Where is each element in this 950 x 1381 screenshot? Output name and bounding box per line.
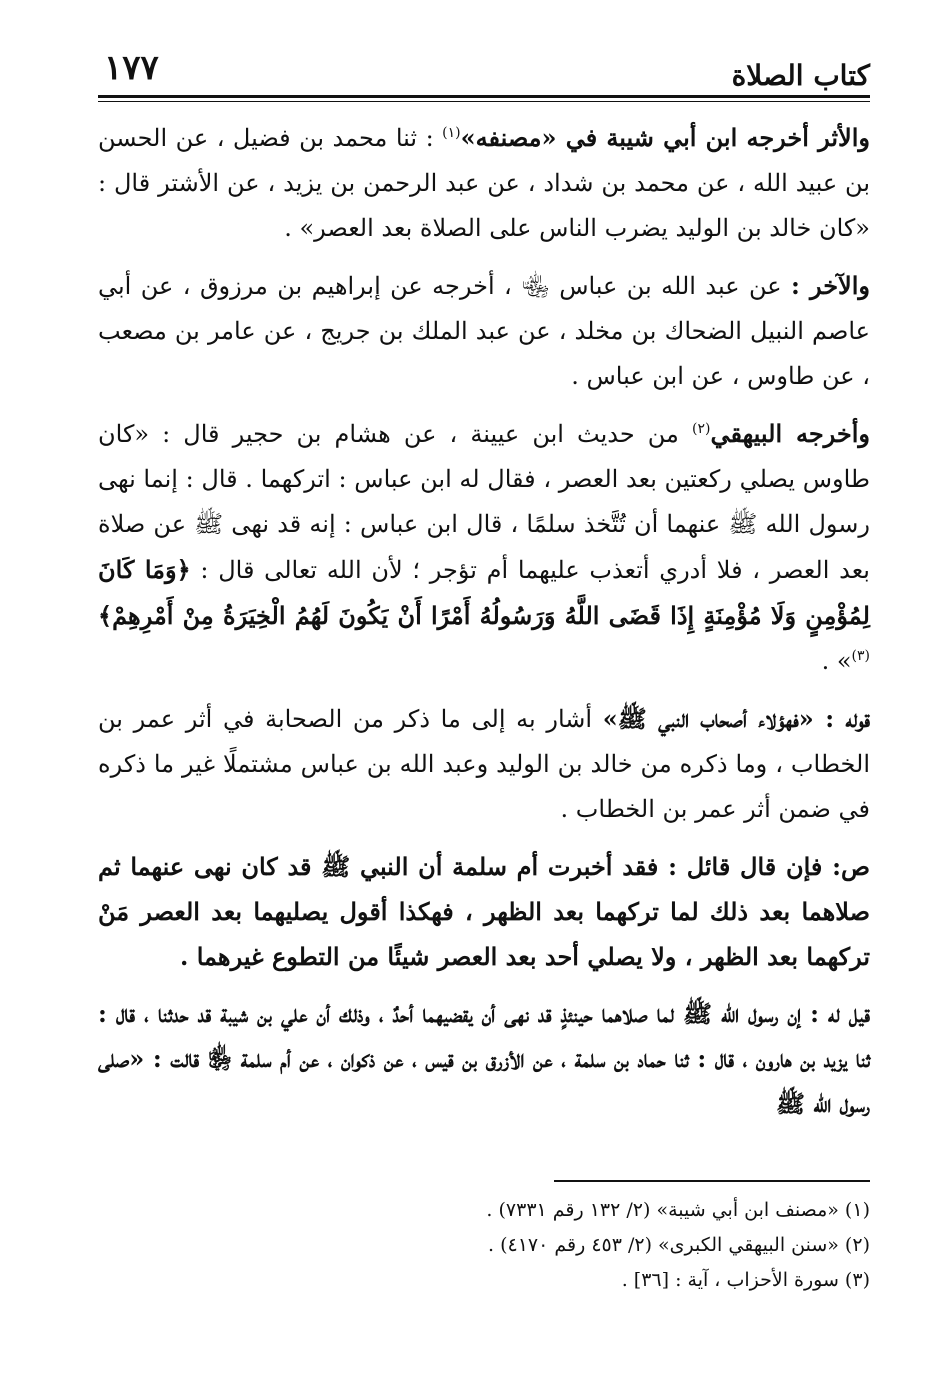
header-rule	[98, 95, 870, 98]
footnote-separator	[554, 1180, 870, 1182]
footnote-ref: (١)	[442, 125, 461, 141]
main-text	[98, 115, 870, 1138]
paragraph-matn-objection: ص: فإن قال قائل : فقد أخبرت أم سلمة أن النبي ﷺ قد كان نهى عنهما ثم صلاهما بعد ذلك لما تركهما بعد الظهر ، فهكذا أقول يصليهما بعد العصر مَنْ تركهما بعد الظهر ، ولا يصلي أحد بعد العصر شيئًا من التطوع غيرهما .	[98, 852, 870, 971]
paragraph-text: عن عبد الله بن عباس ﵄ ، أخرجه عن إبراهيم بن مرزوق ، عن أبي عاصم النبيل الضحاك بن مخلد ، عن عبد الملك بن جريج ، عن عامر بن مصعب ، عن طاوس ، عن ابن عباس .	[98, 272, 870, 390]
paragraph-akhar-ibn-abbas	[98, 263, 870, 399]
header-rule-thin	[98, 101, 870, 102]
paragraph-bayhaqi	[98, 411, 870, 684]
quran-verse: ﴿وَمَا كَانَ لِمُؤْمِنٍ وَلَا مُؤْمِنَةٍ إِذَا قَضَى اللَّهُ وَرَسُولُهُ أَمْرًا أَنْ يَكُونَ لَهُمُ الْخِيَرَةُ مِنْ أَمْرِهِمْ﴾	[98, 555, 870, 630]
paragraph-lead: والآخر :	[790, 271, 870, 300]
paragraph-lead: قوله : «فهؤلاء أصحاب النبي ﷺ»	[602, 704, 871, 733]
footnote-3: (٣) سورة الأحزاب ، آية : [٣٦] .	[621, 1269, 870, 1291]
footnotes	[170, 1193, 870, 1298]
paragraph-text: : ثنا محمد بن فضيل ، عن الحسن بن عبيد الله ، عن محمد بن شداد ، عن عبد الرحمن بن يزيد ، عن الأشتر قال : «كان خالد بن الوليد يضرب الناس على الصلاة بعد العصر» .	[98, 124, 870, 242]
paragraph-lead: والأثر أخرجه ابن أبي شيبة في «مصنفه»	[460, 123, 870, 152]
paragraph-tail: » .	[821, 647, 852, 675]
page-number: ١٧٧	[104, 48, 159, 88]
paragraph-qawluhu	[98, 696, 870, 832]
paragraph-lead: وأخرجه البيهقي	[710, 419, 870, 448]
footnote-1: (١) «مصنف ابن أبي شيبة» (٢/ ١٣٢ رقم ٧٣٣١) .	[486, 1199, 870, 1221]
paragraph-text: أشار به إلى ما ذكر من الصحابة في أثر عمر بن الخطاب ، وما ذكره من خالد بن الوليد وعبد الله بن عباس مشتملًا غير ما ذكره في ضمن أثر عمر بن الخطاب .	[98, 705, 870, 823]
paragraph-matn-response: قيل له : إن رسول الله ﷺ لما صلاهما حينئذٍ قد نهى أن يقضيهما أحدٌ ، وذلك أن علي بن شيبة قد حدثنا ، قال : ثنا يزيد بن هارون ، قال : ثنا حماد بن سلمة ، عن الأزرق بن قيس ، عن ذكوان ، عن أم سلمة ﵂ قالت : «صلى رسول الله ﷺ	[98, 999, 870, 1118]
paragraph-athar-ibn-abi-shaybah	[98, 115, 870, 251]
footnote-2: (٢) «سنن البيهقي الكبرى» (٢/ ٤٥٣ رقم ٤١٧٠) .	[488, 1234, 870, 1256]
paragraph-text: من حديث ابن عيينة ، عن هشام بن حجير قال : «كان طاوس يصلي ركعتين بعد العصر ، فقال له ابن عباس : اتركهما . قال : إنما نهى رسول الله ﷺ عنهما أن تُتَّخذ سلمًا ، قال ابن عباس : إنه قد نهى ﷺ عن صلاة بعد العصر ، فلا أدري أتعذب عليهما أم تؤجر ؛ لأن الله تعالى قال :	[98, 420, 870, 584]
footnote-ref: (٢)	[692, 421, 711, 437]
footnote-ref: (٣)	[851, 648, 870, 664]
page-header	[98, 48, 870, 96]
running-title: كتاب الصلاة	[731, 59, 870, 92]
